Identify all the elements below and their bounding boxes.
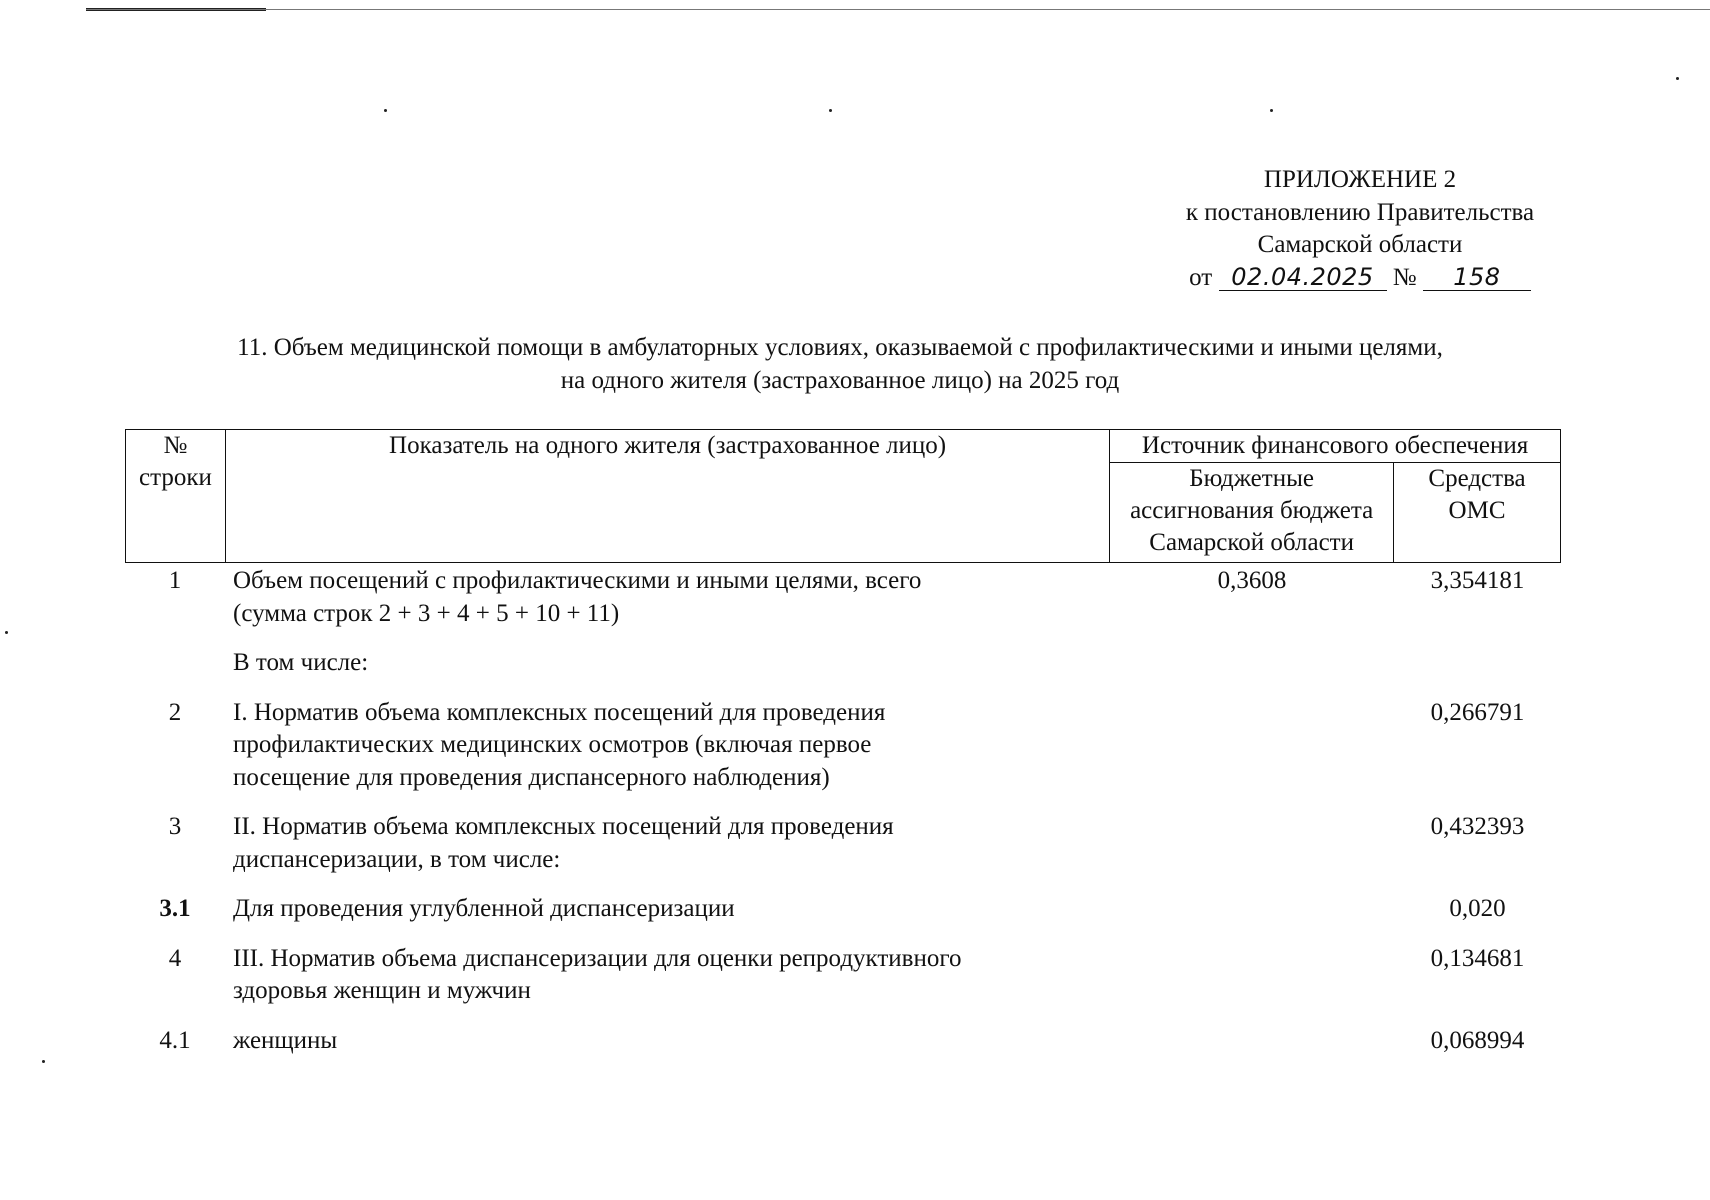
header-funding-source: Источник финансового обеспечения [1110,430,1561,463]
row-oms-value: 0,432393 [1430,813,1525,840]
row-number: 3 [168,813,182,840]
row-indicator: В том числе: [233,649,369,676]
row-oms-value: 0,068994 [1430,1026,1525,1054]
row-indicator: Объем посещений с профилактическими и иными целями, всего (сумма строк 2 + 3 + 4 + 5 + 10 + 11) [233,567,922,627]
scan-speck [42,1060,45,1063]
header-indicator: Показатель на одного жителя (застрахованное лицо) [225,430,1109,563]
row-oms-value: 3,354181 [1430,567,1525,594]
scan-speck [1270,109,1273,112]
appendix-block [1130,164,1590,294]
document-title [120,332,1560,397]
row-oms-value [1394,647,1561,680]
header-budget: Бюджетные ассигнования бюджета Самарской области [1110,463,1394,563]
scan-speck [1676,77,1679,80]
appendix-date-line [1130,262,1590,295]
row-budget-value [1110,1025,1394,1058]
appendix-title: ПРИЛОЖЕНИЕ 2 [1263,166,1457,193]
row-budget-value [1110,647,1394,680]
row-indicator: III. Норматив объема диспансеризации для оценки репродуктивного здоровья женщин и мужчин [233,944,962,1004]
row-budget-value [1110,893,1394,926]
table-row [125,647,1561,680]
header-oms: Средства ОМС [1394,463,1561,563]
row-indicator: Для проведения углубленной диспансеризации [233,895,735,922]
appendix-line-2: Самарской области [1257,231,1463,258]
table-row [125,811,1561,876]
appendix-line-1: к постановлению Правительства [1185,198,1535,226]
row-budget-value [1110,943,1394,1008]
header-row-number: № строки [126,430,226,563]
table-body [125,565,1561,1074]
row-number: 4.1 [159,1026,191,1054]
row-number: 3.1 [159,895,191,922]
date-prefix: от [1189,263,1213,291]
table-row [125,893,1561,926]
row-oms-value: 0,020 [1449,895,1506,922]
handwritten-date: 02.04.2025 [1219,264,1387,291]
table-row [125,943,1561,1008]
scan-speck [5,631,8,634]
row-number: 4 [168,944,182,972]
table-row [125,1025,1561,1058]
table-row [125,697,1561,795]
scan-speck [829,109,832,112]
row-indicator: I. Норматив объема комплексных посещений для проведения профилактических медицинских осмотров (включая первое посещение для проведения диспансерного наблюдения) [233,698,886,791]
row-budget-value [1110,697,1394,795]
scan-edge-line [86,9,1710,10]
row-oms-value: 0,266791 [1430,698,1525,726]
row-indicator: II. Норматив объема комплексных посещений для проведения диспансеризации, в том числе: [233,813,894,873]
row-budget-value [1110,811,1394,876]
handwritten-number: 158 [1423,264,1531,291]
table-row [125,565,1561,630]
row-number [125,647,225,680]
row-budget-value: 0,3608 [1217,567,1287,594]
row-number: 2 [168,698,182,726]
row-oms-value: 0,134681 [1430,944,1525,972]
table-header [125,429,1561,563]
document-title-line-1: 11. Объем медицинской помощи в амбулаторных условиях, оказываемой с профилактическими и иными целями, [237,334,1443,361]
document-title-line-2: на одного жителя (застрахованное лицо) на 2025 год [560,366,1120,394]
row-indicator: женщины [233,1026,338,1054]
row-number: 1 [168,567,182,594]
scan-speck [384,109,387,112]
number-prefix: № [1392,263,1417,291]
